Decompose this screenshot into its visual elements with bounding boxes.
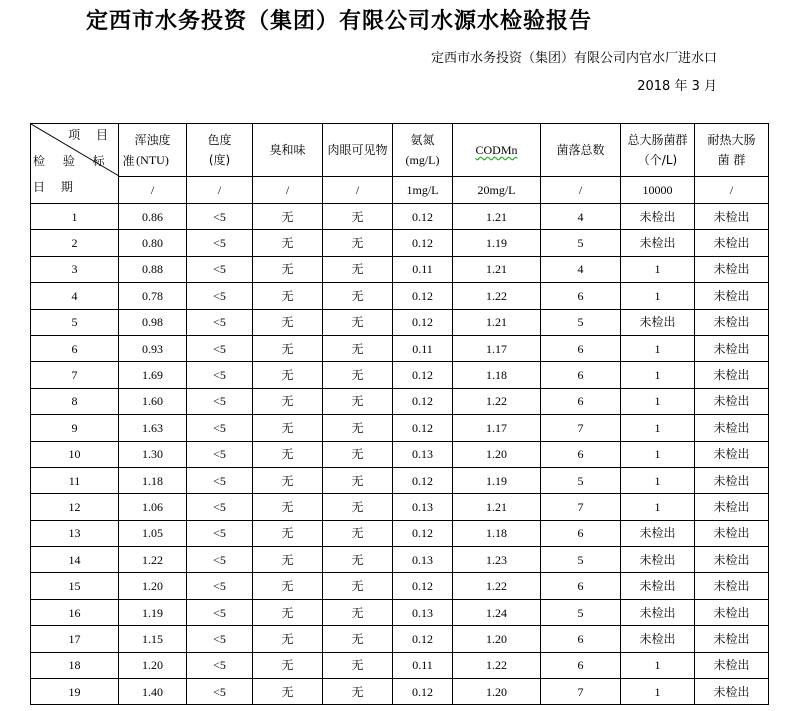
cell-color: <5 xyxy=(187,520,253,546)
report-subtitle: 定西市水务投资（集团）有限公司内官水厂进水口 xyxy=(430,51,717,66)
cell-total-coliform: 未检出 xyxy=(621,230,695,256)
cell-visible-matter: 无 xyxy=(323,679,393,705)
cell-odor-taste: 无 xyxy=(253,230,323,256)
cell-visible-matter: 无 xyxy=(323,415,393,441)
cell-thermo-coliform: 未检出 xyxy=(695,204,769,230)
cell-turbidity: 0.93 xyxy=(119,335,187,361)
cell-color: <5 xyxy=(187,362,253,388)
cell-thermo-coliform: 未检出 xyxy=(695,494,769,520)
cell-color: <5 xyxy=(187,573,253,599)
water-quality-table xyxy=(30,123,769,705)
cell-total-coliform: 1 xyxy=(621,362,695,388)
cell-odor-taste: 无 xyxy=(253,547,323,573)
cell-color: <5 xyxy=(187,441,253,467)
cell-color: <5 xyxy=(187,467,253,493)
header-turbidity xyxy=(119,124,187,177)
cell-codmn: 1.20 xyxy=(453,441,541,467)
cell-turbidity: 1.06 xyxy=(119,494,187,520)
cell-odor-taste: 无 xyxy=(253,679,323,705)
cell-visible-matter: 无 xyxy=(323,335,393,361)
cell-turbidity: 0.88 xyxy=(119,256,187,282)
cell-odor-taste: 无 xyxy=(253,415,323,441)
header-ammonia-label: 氨氮 xyxy=(410,133,435,147)
table-row xyxy=(31,520,769,546)
cell-codmn: 1.22 xyxy=(453,283,541,309)
cell-total-coliform: 1 xyxy=(621,415,695,441)
cell-odor-taste: 无 xyxy=(253,626,323,652)
cell-color: <5 xyxy=(187,388,253,414)
cell-visible-matter: 无 xyxy=(323,652,393,678)
cell-ammonia: 0.12 xyxy=(393,204,453,230)
date-cell: 12 xyxy=(31,494,119,520)
table-row xyxy=(31,547,769,573)
cell-ammonia: 0.13 xyxy=(393,547,453,573)
header-color-unit: (度) xyxy=(208,153,231,167)
header-thermo-coliform xyxy=(695,124,769,177)
cell-odor-taste: 无 xyxy=(253,494,323,520)
cell-turbidity: 0.98 xyxy=(119,309,187,335)
date-cell: 17 xyxy=(31,626,119,652)
standard-odor-taste: / xyxy=(253,177,323,204)
date-cell: 19 xyxy=(31,679,119,705)
cell-thermo-coliform: 未检出 xyxy=(695,362,769,388)
cell-turbidity: 1.63 xyxy=(119,415,187,441)
cell-codmn: 1.23 xyxy=(453,547,541,573)
cell-colony-count: 6 xyxy=(541,626,621,652)
cell-colony-count: 7 xyxy=(541,415,621,441)
cell-visible-matter: 无 xyxy=(323,494,393,520)
table-row xyxy=(31,283,769,309)
header-total-coliform xyxy=(621,124,695,177)
cell-visible-matter: 无 xyxy=(323,573,393,599)
cell-turbidity: 0.80 xyxy=(119,230,187,256)
date-cell: 2 xyxy=(31,230,119,256)
cell-ammonia: 0.12 xyxy=(393,573,453,599)
cell-colony-count: 6 xyxy=(541,441,621,467)
cell-odor-taste: 无 xyxy=(253,441,323,467)
standard-total-coliform: 10000 xyxy=(621,177,695,204)
cell-thermo-coliform: 未检出 xyxy=(695,283,769,309)
cell-odor-taste: 无 xyxy=(253,520,323,546)
cell-odor-taste: 无 xyxy=(253,467,323,493)
table-row xyxy=(31,494,769,520)
header-ammonia-unit: (mg/L) xyxy=(405,153,440,167)
header-odor-taste-label: 臭和味 xyxy=(269,143,306,157)
date-cell: 9 xyxy=(31,415,119,441)
cell-turbidity: 1.40 xyxy=(119,679,187,705)
cell-visible-matter: 无 xyxy=(323,362,393,388)
cell-odor-taste: 无 xyxy=(253,573,323,599)
cell-ammonia: 0.12 xyxy=(393,520,453,546)
table-row xyxy=(31,230,769,256)
cell-total-coliform: 1 xyxy=(621,494,695,520)
cell-colony-count: 7 xyxy=(541,494,621,520)
header-total-coliform-unit: （个/L) xyxy=(637,153,678,167)
date-cell: 15 xyxy=(31,573,119,599)
header-color-label: 色度 xyxy=(207,133,232,147)
header-color xyxy=(187,124,253,177)
cell-color: <5 xyxy=(187,204,253,230)
header-ammonia xyxy=(393,124,453,177)
cell-codmn: 1.24 xyxy=(453,599,541,625)
header-turbidity-label: 浑浊度 xyxy=(134,133,171,147)
date-cell: 16 xyxy=(31,599,119,625)
cell-thermo-coliform: 未检出 xyxy=(695,679,769,705)
cell-total-coliform: 未检出 xyxy=(621,204,695,230)
cell-color: <5 xyxy=(187,335,253,361)
cell-turbidity: 1.22 xyxy=(119,547,187,573)
cell-codmn: 1.17 xyxy=(453,335,541,361)
cell-thermo-coliform: 未检出 xyxy=(695,573,769,599)
cell-colony-count: 6 xyxy=(541,520,621,546)
cell-color: <5 xyxy=(187,309,253,335)
cell-colony-count: 6 xyxy=(541,388,621,414)
date-cell: 18 xyxy=(31,652,119,678)
cell-colony-count: 5 xyxy=(541,467,621,493)
cell-turbidity: 1.30 xyxy=(119,441,187,467)
cell-thermo-coliform: 未检出 xyxy=(695,388,769,414)
cell-ammonia: 0.13 xyxy=(393,599,453,625)
table-row xyxy=(31,388,769,414)
corner-date-label: 日 期 xyxy=(33,180,79,194)
cell-colony-count: 7 xyxy=(541,679,621,705)
cell-color: <5 xyxy=(187,547,253,573)
cell-codmn: 1.22 xyxy=(453,388,541,414)
cell-visible-matter: 无 xyxy=(323,309,393,335)
cell-colony-count: 4 xyxy=(541,256,621,282)
date-cell: 10 xyxy=(31,441,119,467)
cell-color: <5 xyxy=(187,256,253,282)
cell-total-coliform: 未检出 xyxy=(621,573,695,599)
cell-visible-matter: 无 xyxy=(323,599,393,625)
cell-thermo-coliform: 未检出 xyxy=(695,520,769,546)
header-visible-matter-label: 肉眼可见物 xyxy=(327,143,388,157)
cell-colony-count: 5 xyxy=(541,599,621,625)
date-cell: 3 xyxy=(31,256,119,282)
date-cell: 11 xyxy=(31,467,119,493)
cell-colony-count: 4 xyxy=(541,204,621,230)
report-date: 2018 年 3 月 xyxy=(637,79,717,94)
corner-item-label: 项 目 xyxy=(68,128,114,142)
cell-total-coliform: 1 xyxy=(621,441,695,467)
date-cell: 5 xyxy=(31,309,119,335)
cell-turbidity: 0.86 xyxy=(119,204,187,230)
cell-colony-count: 5 xyxy=(541,547,621,573)
cell-total-coliform: 未检出 xyxy=(621,520,695,546)
cell-visible-matter: 无 xyxy=(323,283,393,309)
cell-total-coliform: 1 xyxy=(621,679,695,705)
cell-colony-count: 6 xyxy=(541,335,621,361)
cell-visible-matter: 无 xyxy=(323,441,393,467)
cell-odor-taste: 无 xyxy=(253,599,323,625)
cell-thermo-coliform: 未检出 xyxy=(695,230,769,256)
cell-thermo-coliform: 未检出 xyxy=(695,415,769,441)
cell-thermo-coliform: 未检出 xyxy=(695,599,769,625)
cell-odor-taste: 无 xyxy=(253,256,323,282)
cell-turbidity: 1.20 xyxy=(119,652,187,678)
cell-ammonia: 0.12 xyxy=(393,362,453,388)
cell-total-coliform: 未检出 xyxy=(621,626,695,652)
cell-ammonia: 0.13 xyxy=(393,441,453,467)
standard-colony-count: / xyxy=(541,177,621,204)
table-row xyxy=(31,652,769,678)
cell-turbidity: 0.78 xyxy=(119,283,187,309)
cell-colony-count: 6 xyxy=(541,283,621,309)
cell-total-coliform: 1 xyxy=(621,652,695,678)
table-row xyxy=(31,309,769,335)
cell-codmn: 1.20 xyxy=(453,679,541,705)
cell-ammonia: 0.11 xyxy=(393,335,453,361)
table-row xyxy=(31,204,769,230)
date-cell: 7 xyxy=(31,362,119,388)
cell-total-coliform: 1 xyxy=(621,388,695,414)
table-row xyxy=(31,679,769,705)
cell-ammonia: 0.12 xyxy=(393,626,453,652)
cell-thermo-coliform: 未检出 xyxy=(695,441,769,467)
cell-color: <5 xyxy=(187,626,253,652)
cell-color: <5 xyxy=(187,599,253,625)
cell-odor-taste: 无 xyxy=(253,652,323,678)
cell-codmn: 1.21 xyxy=(453,256,541,282)
table-row xyxy=(31,441,769,467)
cell-total-coliform: 未检出 xyxy=(621,599,695,625)
cell-thermo-coliform: 未检出 xyxy=(695,335,769,361)
cell-thermo-coliform: 未检出 xyxy=(695,467,769,493)
date-cell: 14 xyxy=(31,547,119,573)
header-total-coliform-label: 总大肠菌群 xyxy=(627,133,688,147)
standard-color: / xyxy=(187,177,253,204)
cell-visible-matter: 无 xyxy=(323,388,393,414)
cell-turbidity: 1.19 xyxy=(119,599,187,625)
cell-colony-count: 6 xyxy=(541,362,621,388)
cell-ammonia: 0.12 xyxy=(393,415,453,441)
cell-colony-count: 6 xyxy=(541,652,621,678)
header-codmn xyxy=(453,124,541,177)
cell-colony-count: 5 xyxy=(541,309,621,335)
cell-color: <5 xyxy=(187,230,253,256)
cell-codmn: 1.22 xyxy=(453,652,541,678)
cell-total-coliform: 1 xyxy=(621,467,695,493)
cell-color: <5 xyxy=(187,494,253,520)
cell-thermo-coliform: 未检出 xyxy=(695,309,769,335)
cell-turbidity: 1.60 xyxy=(119,388,187,414)
header-odor-taste xyxy=(253,124,323,177)
cell-ammonia: 0.12 xyxy=(393,467,453,493)
cell-codmn: 1.17 xyxy=(453,415,541,441)
header-colony-count-label: 菌落总数 xyxy=(556,143,605,157)
cell-total-coliform: 1 xyxy=(621,283,695,309)
cell-color: <5 xyxy=(187,652,253,678)
table-row xyxy=(31,415,769,441)
date-cell: 4 xyxy=(31,283,119,309)
date-cell: 1 xyxy=(31,204,119,230)
cell-odor-taste: 无 xyxy=(253,362,323,388)
table-row xyxy=(31,573,769,599)
standard-ammonia: 1mg/L xyxy=(393,177,453,204)
cell-odor-taste: 无 xyxy=(253,283,323,309)
cell-visible-matter: 无 xyxy=(323,520,393,546)
corner-standard-label: 检 验 标 准 xyxy=(33,154,142,168)
cell-visible-matter: 无 xyxy=(323,204,393,230)
cell-codmn: 1.22 xyxy=(453,573,541,599)
date-cell: 13 xyxy=(31,520,119,546)
cell-ammonia: 0.12 xyxy=(393,230,453,256)
cell-odor-taste: 无 xyxy=(253,335,323,361)
cell-total-coliform: 1 xyxy=(621,256,695,282)
cell-ammonia: 0.12 xyxy=(393,388,453,414)
cell-color: <5 xyxy=(187,679,253,705)
cell-thermo-coliform: 未检出 xyxy=(695,547,769,573)
header-thermo-coliform-label: 耐热大肠 xyxy=(707,133,756,147)
cell-ammonia: 0.11 xyxy=(393,652,453,678)
cell-codmn: 1.20 xyxy=(453,626,541,652)
cell-colony-count: 6 xyxy=(541,573,621,599)
cell-codmn: 1.19 xyxy=(453,230,541,256)
cell-codmn: 1.19 xyxy=(453,467,541,493)
cell-ammonia: 0.12 xyxy=(393,309,453,335)
report-title: 定西市水务投资（集团）有限公司水源水检验报告 xyxy=(86,9,593,34)
header-colony-count xyxy=(541,124,621,177)
cell-visible-matter: 无 xyxy=(323,547,393,573)
table-row xyxy=(31,256,769,282)
table-row xyxy=(31,626,769,652)
cell-codmn: 1.18 xyxy=(453,520,541,546)
cell-codmn: 1.21 xyxy=(453,494,541,520)
table-row xyxy=(31,599,769,625)
cell-turbidity: 1.05 xyxy=(119,520,187,546)
cell-thermo-coliform: 未检出 xyxy=(695,652,769,678)
standards-row xyxy=(31,177,769,204)
cell-thermo-coliform: 未检出 xyxy=(695,256,769,282)
cell-turbidity: 1.20 xyxy=(119,573,187,599)
cell-codmn: 1.21 xyxy=(453,204,541,230)
header-visible-matter xyxy=(323,124,393,177)
cell-color: <5 xyxy=(187,415,253,441)
table-row xyxy=(31,335,769,361)
cell-visible-matter: 无 xyxy=(323,256,393,282)
cell-visible-matter: 无 xyxy=(323,626,393,652)
cell-ammonia: 0.11 xyxy=(393,256,453,282)
standard-thermo-coliform: / xyxy=(695,177,769,204)
cell-colony-count: 5 xyxy=(541,230,621,256)
standard-codmn: 20mg/L xyxy=(453,177,541,204)
cell-total-coliform: 未检出 xyxy=(621,309,695,335)
cell-total-coliform: 未检出 xyxy=(621,547,695,573)
cell-color: <5 xyxy=(187,283,253,309)
cell-turbidity: 1.18 xyxy=(119,467,187,493)
table-row xyxy=(31,467,769,493)
cell-ammonia: 0.12 xyxy=(393,283,453,309)
header-turbidity-unit: (NTU) xyxy=(136,153,169,167)
table-row xyxy=(31,362,769,388)
cell-ammonia: 0.13 xyxy=(393,494,453,520)
header-codmn-label: CODMn xyxy=(475,143,518,157)
header-row xyxy=(31,124,769,177)
cell-turbidity: 1.69 xyxy=(119,362,187,388)
cell-visible-matter: 无 xyxy=(323,467,393,493)
cell-odor-taste: 无 xyxy=(253,309,323,335)
cell-turbidity: 1.15 xyxy=(119,626,187,652)
cell-odor-taste: 无 xyxy=(253,204,323,230)
cell-codmn: 1.21 xyxy=(453,309,541,335)
standard-visible-matter: / xyxy=(323,177,393,204)
cell-total-coliform: 1 xyxy=(621,335,695,361)
header-thermo-coliform-unit: 菌 群 xyxy=(717,153,746,167)
cell-visible-matter: 无 xyxy=(323,230,393,256)
standard-turbidity: / xyxy=(119,177,187,204)
cell-odor-taste: 无 xyxy=(253,388,323,414)
corner-header-cell xyxy=(31,124,142,204)
cell-ammonia: 0.12 xyxy=(393,679,453,705)
cell-codmn: 1.18 xyxy=(453,362,541,388)
cell-thermo-coliform: 未检出 xyxy=(695,626,769,652)
date-cell: 8 xyxy=(31,388,119,414)
date-cell: 6 xyxy=(31,335,119,361)
